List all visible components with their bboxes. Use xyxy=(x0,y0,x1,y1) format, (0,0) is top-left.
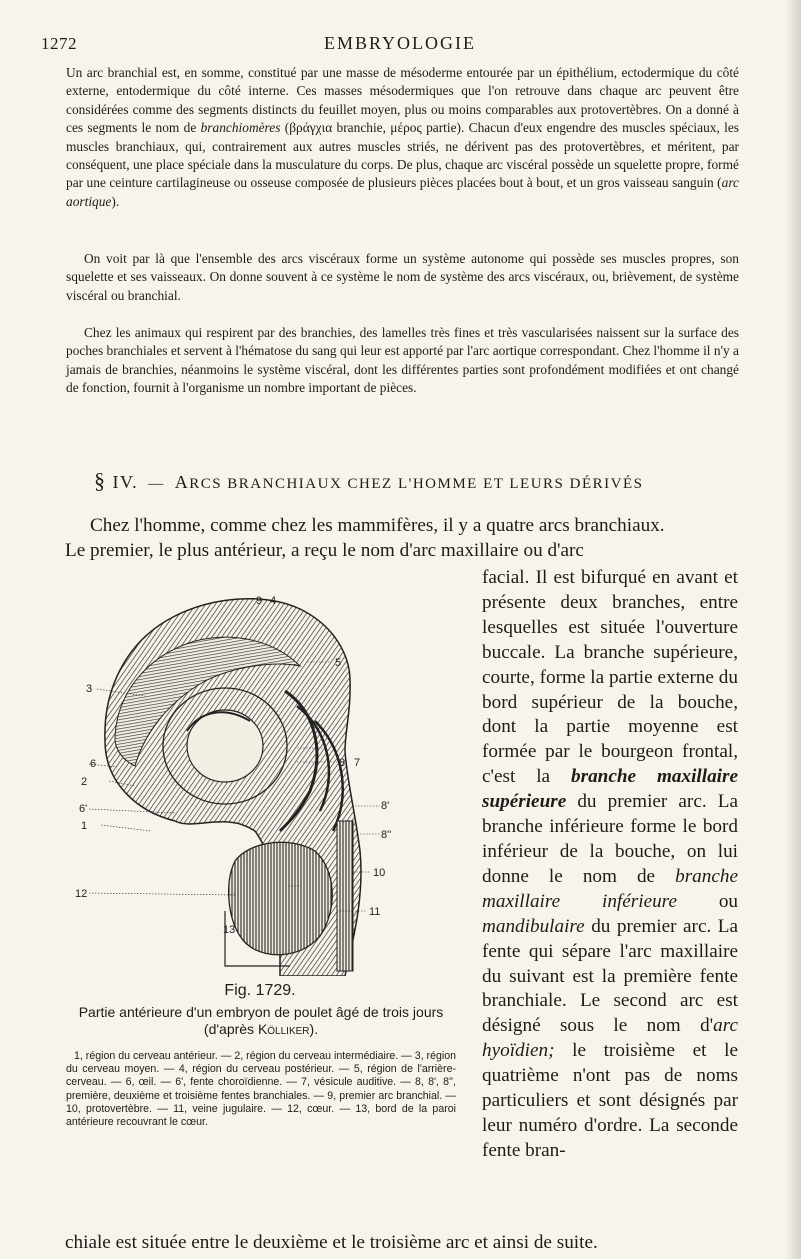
label-7: 7 xyxy=(354,757,361,769)
label-4: 4 xyxy=(270,595,277,607)
label-2: 2 xyxy=(81,776,88,788)
running-title: EMBRYOLOGIE xyxy=(324,33,476,53)
embryo-drawing xyxy=(75,581,455,976)
figure-caption: Partie antérieure d'un embryon de poulet âgé de trois jours (d'après Kölliker). xyxy=(78,1004,444,1037)
label-13: 13 xyxy=(223,924,236,936)
label-3: 3 xyxy=(86,683,93,695)
label-11: 11 xyxy=(369,906,381,918)
text-last-line: chiale est située entre le deuxième et le troisième arc et ainsi de suite. xyxy=(65,1232,598,1253)
protovertebra xyxy=(337,821,353,971)
label-1: 1 xyxy=(81,820,88,832)
caption-author: Kölliker xyxy=(257,1021,310,1037)
label-6-prime: 6' xyxy=(79,803,88,815)
label-12: 12 xyxy=(75,888,88,900)
label-8-prime: 8' xyxy=(381,800,390,812)
text-line-2: Le premier, le plus antérieur, a reçu le nom d'arc maxillaire ou d'arc xyxy=(65,540,584,561)
section-title: RCS BRANCHIAUX CHEZ L'HOMME ET LEURS DÉRIVÉS xyxy=(189,476,644,492)
label-8-double-prime: 8'' xyxy=(381,829,392,841)
label-5: 5 xyxy=(335,657,342,669)
embryo-illustration xyxy=(75,581,455,976)
figure-label: Fig. 1729. xyxy=(224,982,296,999)
page-number: 1272 xyxy=(41,34,77,53)
label-10: 10 xyxy=(373,867,386,879)
text-line-1: Chez l'homme, comme chez les mammifères, il y a quatre arcs branchiaux. xyxy=(90,515,665,536)
label-9: 9 xyxy=(256,595,263,607)
lens xyxy=(187,710,263,782)
label-8: 8 xyxy=(339,757,346,769)
label-6: 6 xyxy=(90,758,97,770)
section-sign: § xyxy=(94,468,107,493)
heart-region xyxy=(229,842,333,954)
page-edge-shadow xyxy=(785,0,801,1259)
figure-legend: 1, région du cerveau antérieur. — 2, région du cerveau intermédiaire. — 3, région du cerveau moyen. — 4, région du cerveau postérieur. — 5, région de l'arrière-cerveau. — 6, œil. — 6', fente choroïdienne. — 7, vésicule auditive. — 8, 8', 8'', première, deuxième et troisième fentes branchiales. — 9, premier arc branchial. — 10, protovertèbre. — 11, veine jugulaire. — 12, cœur. — 13, bord de la paroi antérieure recouvrant le cœur. xyxy=(66,1050,456,1129)
section-number: IV. xyxy=(112,472,139,492)
text-right-column: facial. Il est bifurqué en avant et présente deux branches, entre lesquelles est située l'ouverture buccale. La branche supérieure, courte, forme la partie externe du bord supérieur de la bouche, dont la partie moyenne est formée par le bourgeon frontal, c'est la branche maxillaire supérieure du premier arc. La branche inférieure forme le bord inférieur de la bouche, on lui donne le nom de branche maxillaire inférieure ou mandibulaire du premier arc. La fente qui sépare l'arc maxillaire du suivant est la première fente branchiale. Le second arc est désigné sous le nom d'arc hyoïdien; le troisième et le quatrième n'ont pas de noms particuliers et sont désignés par leur numéro d'ordre. La seconde fente bran- xyxy=(482,567,739,1161)
paragraph-systeme-visceral: On voit par là que l'ensemble des arcs viscéraux forme un système autonome qui possède ses muscles propres, son squelette et ses vaisseaux. On donne souvent à ce système le nom de système des arcs viscéraux, ou, brièvement, de système viscéral ou branchial. xyxy=(66,251,739,303)
section-heading: § IV. — ARCS BRANCHIAUX CHEZ L'HOMME ET LEURS DÉRIVÉS xyxy=(94,468,644,493)
paragraph-branchiomeres: Un arc branchial est, en somme, constitué par une masse de mésoderme entourée par un épithélium, ectodermique du côté externe, entodermique du côté interne. Ces masses mésodermiques que l'on retrouve dans chaque arc peuvent être considérées comme des segments distincts du feuillet moyen, plus ou moins comparables aux protovertèbres. On a donné à ces segments le nom de branchiomères (βράγχια branchie, μέρος partie). Chacun d'eux engendre des muscles spéciaux, les muscles branchiaux, qui, contrairement aux autres muscles striés, ne dérivent pas des protovertèbres, et méritent, par conséquent, une place spéciale dans la musculature du corps. De plus, chaque arc viscéral possède un squelette propre, formé par une ceinture cartilagineuse ou osseuse composée de plusieurs pièces placées bout à bout, et un gros vaisseau sanguin (arc aortique). xyxy=(66,65,740,209)
paragraph-branchies: Chez les animaux qui respirent par des branchies, des lamelles très fines et très vascularisées naissent sur la surface des poches branchiales et servent à l'hématose du sang qui leur est apporté par l'arc aortique correspondant. Chez l'homme il n'y a jamais de branchies, néanmoins le système viscéral, dont les différentes parties sont profondément modifiées et ont changé de fonction, fournit à l'organisme un nombre important de pièces. xyxy=(66,325,739,396)
